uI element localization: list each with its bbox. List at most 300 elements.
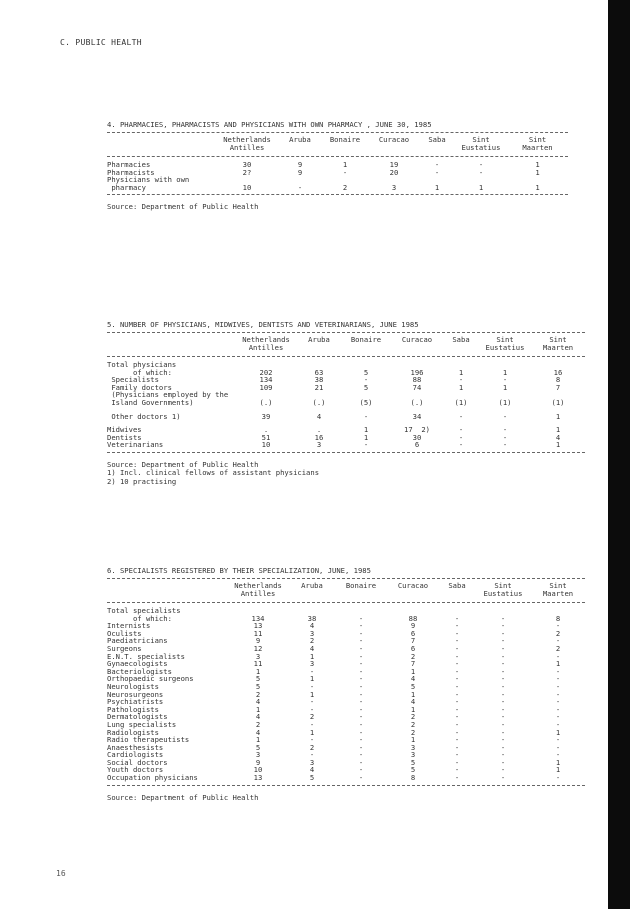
cell-value: (1) [454,397,468,407]
column-header: Aruba [289,135,311,144]
cell-value: - [358,773,364,783]
cell-value: - [297,182,303,192]
cell-value: 4 [410,674,416,684]
cell-value: - [500,742,506,752]
row-label: Family doctors [107,382,172,392]
cell-value: - [358,742,364,752]
column-header: Bonaire [350,335,382,344]
cell-value: 5 [309,773,315,783]
cell-value: 4 [255,712,261,722]
cell-value: - [502,375,508,385]
cell-value: 2 [255,719,261,729]
cell-value: 5 [255,681,261,691]
table-row [107,413,585,421]
cell-value: 134 [259,375,273,385]
cell-value: - [555,681,561,691]
cell-value: - [358,689,364,699]
cell-value: - [454,666,460,676]
row-label: Bacteriologists [107,666,172,676]
cell-value: 2 [255,689,261,699]
table-row [107,736,585,744]
cell-value: 1 [255,704,261,714]
cell-value: 1 [458,382,464,392]
cell-value: 109 [259,382,273,392]
cell-value: 39 [261,411,271,421]
cell-value: 2 [555,643,561,653]
cell-value: - [454,735,460,745]
table-title: 4. PHARMACIES, PHARMACISTS AND PHYSICIANS WITH OWN PHARMACY , JUNE 30, 1985 [107,120,432,129]
cell-value: 10 [242,182,252,192]
cell-value: - [358,674,364,684]
column-header: Saba [428,135,446,144]
cell-value: - [555,697,561,707]
cell-value: - [500,712,506,722]
column-header: Sint Maarten [542,581,574,598]
cell-value: 9 [255,757,261,767]
cell-value: 196 [410,367,424,377]
cell-value: - [454,712,460,722]
cell-value: 34 [412,411,422,421]
cell-value: 1 [363,425,369,435]
cell-value: 2 [309,636,315,646]
cell-value: 1 [535,167,540,177]
cell-value: - [500,735,506,745]
cell-value: 20 [389,167,399,177]
row-label: Radiologists [107,727,159,737]
cell-value: 1 [555,765,561,775]
table-note: 1) Incl. clinical fellows of assistant physicians [107,468,320,478]
cell-value: 1 [410,689,416,699]
column-header: Curacao [397,581,429,590]
cell-value: 9 [297,160,303,169]
cell-value: 5 [363,367,369,377]
cell-value: 1 [309,689,315,699]
cell-value: - [309,719,315,729]
divider [107,452,585,453]
cell-value: 3 [255,651,261,661]
cell-value: - [434,160,440,169]
cell-value: 16 [314,432,324,442]
table-note: Source: Department of Public Health [107,792,259,802]
cell-value: 4 [309,643,315,653]
table-row [107,774,585,782]
cell-value: - [454,697,460,707]
cell-value: - [555,750,561,760]
cell-value: - [458,411,464,421]
cell-value: 5 [410,757,416,767]
row-label: Anaesthesists [107,742,164,752]
cell-value: 3 [410,750,416,760]
cell-value: 17 2) [404,425,430,435]
column-header: Sint Eustatius [485,335,525,352]
cell-value: - [555,735,561,745]
cell-value: - [555,651,561,661]
cell-value: 30 [242,160,252,169]
row-label: Pathologists [107,704,159,714]
cell-value: - [502,425,508,435]
cell-value: - [309,666,315,676]
cell-value: - [309,750,315,760]
cell-value: 13 [253,621,263,631]
row-label: Neurologists [107,681,159,691]
cell-value: - [358,643,364,653]
cell-value: - [458,425,464,435]
cell-value: 13 [253,773,263,783]
row-label: Oculists [107,628,142,638]
cell-value: - [454,651,460,661]
cell-value: - [500,727,506,737]
table-row [107,706,585,714]
column-header: Aruba [308,335,330,344]
cell-value: - [555,742,561,752]
row-label: Total specialists of which: [107,606,181,623]
table-row [107,607,585,622]
table-row [107,176,568,191]
cell-value: . [316,425,322,435]
row-label: E.N.T. specialists [107,651,185,661]
cell-value: 6 [414,440,420,450]
cell-value: - [358,697,364,707]
column-header: Sint Maarten [522,135,553,152]
cell-value: - [454,659,460,669]
table-row [107,759,585,767]
row-label: Total physicians of which: [107,360,177,377]
cell-value: 8 [555,375,561,385]
cell-value: 1 [555,411,561,421]
cell-value: 3 [309,757,315,767]
row-label: Other doctors 1) [107,411,181,421]
cell-value: - [500,719,506,729]
cell-value: - [458,432,464,442]
column-header: Aruba [301,581,323,590]
cell-value: 2 [410,727,416,737]
cell-value: - [478,160,484,169]
row-label: Internists [107,621,151,631]
cell-value: - [500,613,506,623]
cell-value: 1 [309,651,315,661]
cell-value: - [363,375,369,385]
cell-value: 1 [555,659,561,669]
cell-value: 11 [253,659,263,669]
cell-value: - [358,735,364,745]
cell-value: 134 [251,613,265,623]
cell-value: 30 [412,432,422,442]
cell-value: - [555,621,561,631]
column-header: Netherlands Antilles [242,335,290,352]
cell-value: 6 [410,643,416,653]
cell-value: 1 [478,182,484,192]
cell-value: (1) [551,397,565,407]
cell-value: 12 [253,643,263,653]
cell-value: - [454,636,460,646]
row-label: Orthopaedic surgeons [107,674,194,684]
header-row [107,133,568,156]
table-note: Source: Department of Public Health [107,459,259,469]
cell-value: (.) [312,397,326,407]
cell-value: - [500,681,506,691]
cell-value: 1 [309,674,315,684]
column-header: Sint Eustatius [461,135,501,152]
cell-value: 1 [255,735,261,745]
cell-value: 9 [255,636,261,646]
cell-value: - [458,440,464,450]
cell-value: 3 [316,440,322,450]
cell-value: 21 [314,382,324,392]
cell-value: - [358,681,364,691]
cell-value: - [309,704,315,714]
cell-value: 2 [342,182,348,192]
cell-value: - [454,643,460,653]
cell-value: 10 [261,440,271,450]
column-header: Bonaire [345,581,377,590]
cell-value: 5 [410,681,416,691]
cell-value: - [502,411,508,421]
cell-value: - [500,765,506,775]
cell-value: - [358,704,364,714]
table-row [107,630,585,638]
row-label: Dermatologists [107,712,168,722]
row-label: Social doctors [107,757,168,767]
cell-value: - [358,636,364,646]
cell-value: - [309,681,315,691]
cell-value: - [342,167,348,177]
cell-value: 2 [555,628,561,638]
table-row [107,683,585,691]
cell-value: (.) [410,397,424,407]
cell-value: - [500,757,506,767]
table-row [107,426,585,434]
cell-value: - [358,750,364,760]
cell-value: 5 [410,765,416,775]
table-row [107,361,585,376]
cell-value: 1 [535,182,540,192]
column-header: Bonaire [329,135,361,144]
cell-value: 3 [309,659,315,669]
cell-value: - [358,727,364,737]
cell-value: - [454,757,460,767]
cell-value: 74 [412,382,422,392]
column-header: Sint Maarten [542,335,574,352]
table-row [107,744,585,752]
cell-value: 7 [555,382,561,392]
row-label: Pharmacists [107,167,155,177]
cell-value: - [358,765,364,775]
cell-value: 1 [363,432,369,442]
cell-value: - [500,643,506,653]
page-number: 16 [56,869,66,878]
cell-value: - [358,757,364,767]
cell-value: 1 [410,735,416,745]
row-label: Gynaecologists [107,659,168,669]
cell-value: 5 [363,382,369,392]
cell-value: - [434,167,440,177]
cell-value: - [454,750,460,760]
cell-value: 3 [391,182,397,192]
table-row [107,698,585,706]
cell-value: 1 [342,160,348,169]
cell-value: - [500,636,506,646]
table-note: Source: Department of Public Health [107,202,259,212]
cell-value: - [478,167,484,177]
cell-value: - [454,727,460,737]
table-row [107,721,585,729]
row-label: Occupation physicians [107,773,198,783]
row-label: Surgeons [107,643,142,653]
cell-value: - [555,773,561,783]
row-label: Dentists [107,432,142,442]
cell-value: 7 [410,636,416,646]
row-label: Pharmacies [107,160,151,169]
row-label: Lung specialists [107,719,177,729]
cell-value: - [454,719,460,729]
row-label: Veterinarians [107,440,164,450]
cell-value: 2 [410,719,416,729]
cell-value: 4 [255,727,261,737]
cell-value: - [500,659,506,669]
column-header: Curacao [378,135,410,144]
cell-value: - [555,689,561,699]
cell-value: 1 [502,367,508,377]
cell-value: 1 [255,666,261,676]
cell-value: - [555,712,561,722]
cell-value: 4 [316,411,322,421]
cell-value: 202 [259,367,273,377]
column-header: Netherlands Antilles [234,581,282,598]
cell-value: 1 [309,727,315,737]
cell-value: (5) [359,397,373,407]
cell-value: - [500,773,506,783]
cell-value: - [358,719,364,729]
table-row [107,434,585,442]
cell-value: - [500,750,506,760]
cell-value: 3 [309,628,315,638]
cell-value: 4 [410,697,416,707]
cell-value: - [358,712,364,722]
cell-value: 1 [458,367,464,377]
table-row [107,391,585,406]
cell-value: - [555,719,561,729]
cell-value: 3 [255,750,261,760]
table-row [107,675,585,683]
cell-value: - [500,621,506,631]
cell-value: - [309,697,315,707]
cell-value: - [454,773,460,783]
divider [107,785,585,786]
cell-value: 1 [535,160,540,169]
cell-value: - [363,440,369,450]
cell-value: 1 [555,425,561,435]
cell-value: - [358,621,364,631]
divider [107,194,568,195]
cell-value: - [502,440,508,450]
cell-value: 1 [410,704,416,714]
row-label: Specialists [107,375,159,385]
table-row [107,622,585,630]
cell-value: 9 [410,621,416,631]
row-label: (Physicians employed by the Island Governments) [111,390,229,407]
column-header: Netherlands Antilles [223,135,271,152]
cell-value: - [502,432,508,442]
cell-value: - [358,613,364,623]
row-label: Radio therapeutists [107,735,190,745]
cell-value: 4 [309,765,315,775]
cell-value: 38 [314,375,324,385]
cell-value: - [500,704,506,714]
cell-value: - [555,674,561,684]
scan-edge [608,0,630,909]
cell-value: - [454,613,460,623]
cell-value: 7 [410,659,416,669]
cell-value: - [454,765,460,775]
table-note: 2) 10 practising [107,476,177,486]
header-row [107,579,585,602]
row-label: Psychiatrists [107,697,164,707]
cell-value: - [358,628,364,638]
table-pharmacies [107,120,568,212]
row-label: Midwives [107,425,142,435]
header-row [107,333,585,356]
cell-value: - [500,674,506,684]
cell-value: - [500,697,506,707]
cell-value: 19 [389,160,399,169]
cell-value: 1 [410,666,416,676]
cell-value: 1 [555,757,561,767]
cell-value: 2 [410,712,416,722]
row-label: Paediatricians [107,636,168,646]
section-header: C. PUBLIC HEALTH [60,38,142,47]
table-row [107,376,585,384]
table-title: 5. NUMBER OF PHYSICIANS, MIDWIVES, DENTISTS AND VETERINARIANS, JUNE 1985 [107,320,419,329]
cell-value: 38 [307,613,317,623]
cell-value: 2 [410,651,416,661]
table-specialists [107,566,585,802]
cell-value: 63 [314,367,324,377]
cell-value: - [358,659,364,669]
cell-value: 51 [261,432,271,442]
cell-value: 88 [408,613,418,623]
cell-value: - [454,704,460,714]
cell-value: 5 [255,742,261,752]
table-row [107,637,585,645]
cell-value: 1 [555,727,561,737]
table-row [107,751,585,759]
cell-value: . [263,425,269,435]
cell-value: 10 [253,765,263,775]
column-header: Saba [452,335,470,344]
cell-value: 1 [502,382,508,392]
row-label: Cardiologists [107,750,164,760]
cell-value: 4 [255,697,261,707]
cell-value: 5 [255,674,261,684]
cell-value: 88 [412,375,422,385]
cell-value: - [454,689,460,699]
cell-value: 6 [410,628,416,638]
row-label: Neurosurgeons [107,689,164,699]
cell-value: - [458,375,464,385]
cell-value: 3 [410,742,416,752]
cell-value: - [309,735,315,745]
cell-value: - [500,628,506,638]
table-row [107,441,585,449]
cell-value: - [363,411,369,421]
cell-value: - [555,704,561,714]
cell-value: 4 [309,621,315,631]
cell-value: 4 [555,432,561,442]
table-row [107,653,585,661]
cell-value: - [454,681,460,691]
cell-value: - [454,674,460,684]
cell-value: 11 [253,628,263,638]
